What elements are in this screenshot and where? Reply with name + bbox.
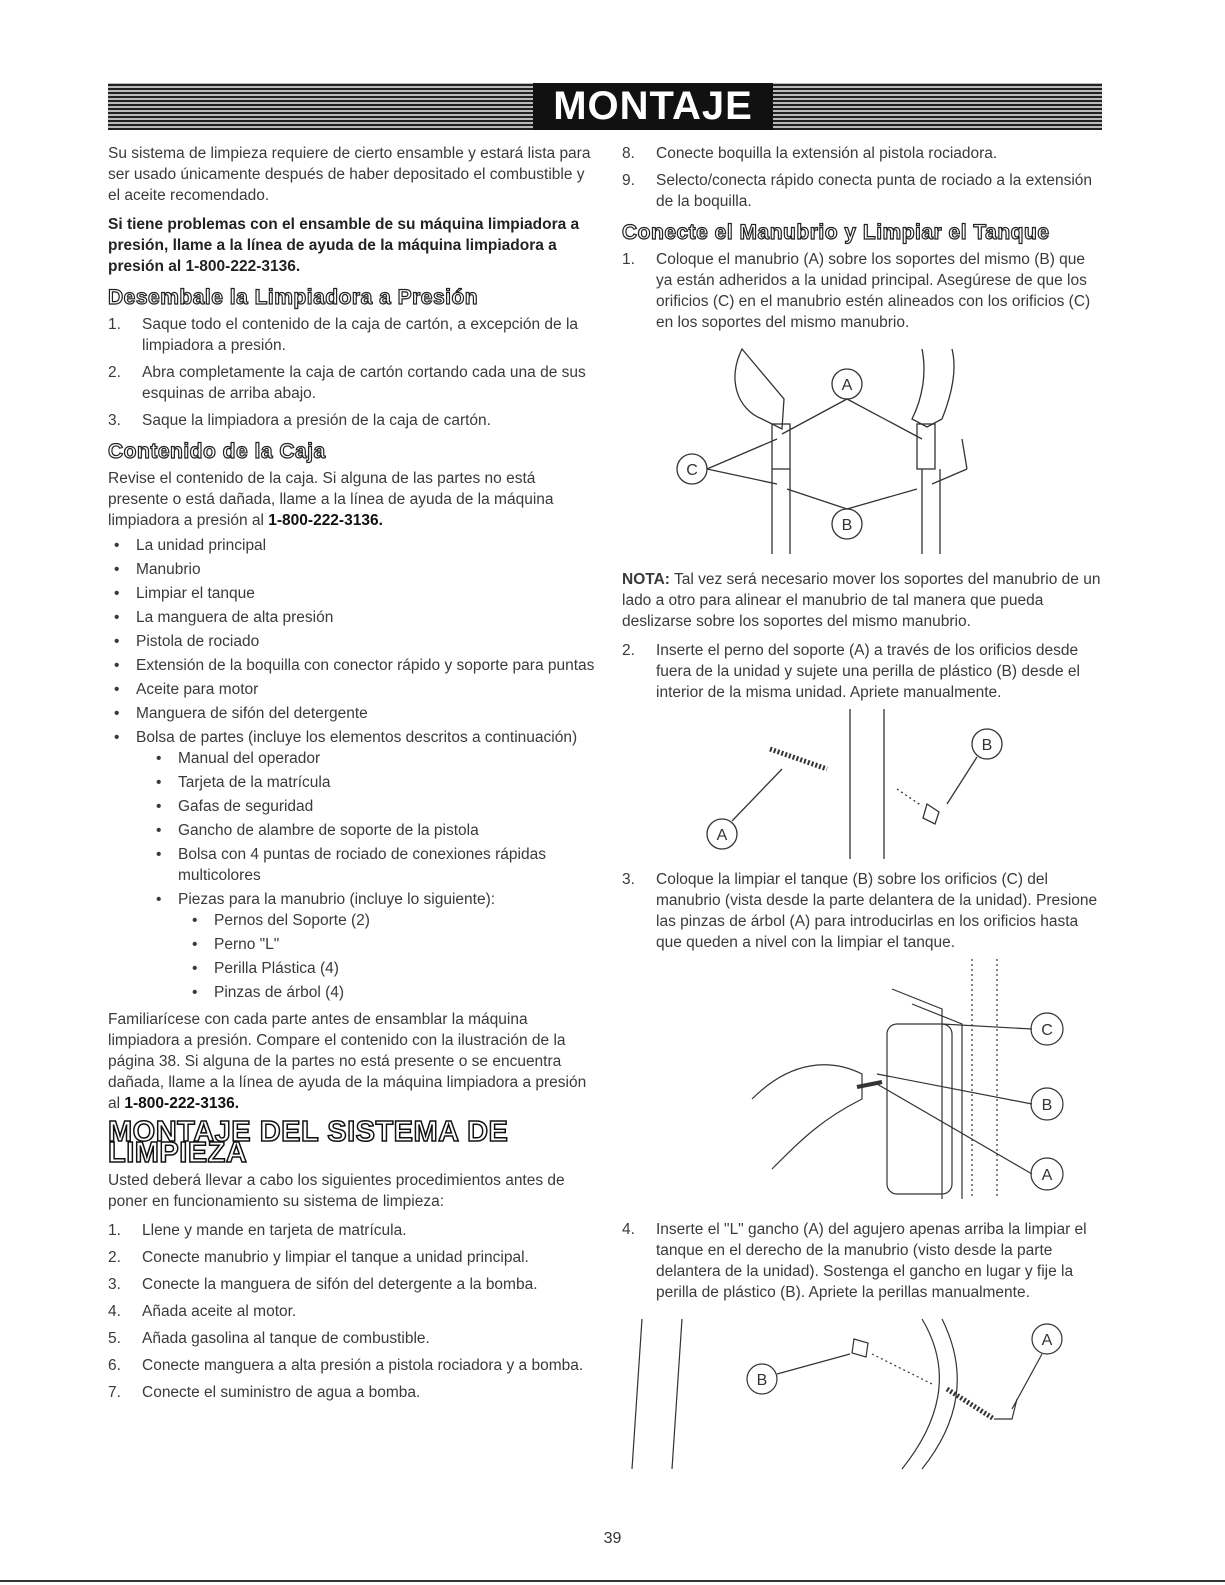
- list-item: • Pinzas de árbol (4): [214, 982, 598, 1003]
- tree-clips-figure: [622, 959, 1102, 1209]
- bolt-knob-figure: [622, 709, 1102, 859]
- list-item: • Pistola de rociado: [136, 631, 598, 652]
- list-item: 9. Selecto/conecta rápido conecta punta de rociado a la extensión de la boquilla.: [622, 172, 1093, 210]
- list-item: 2. Abra completamente la caja de cartón cortando cada una de sus esquinas de arriba abajo.: [108, 364, 586, 402]
- right-column: [622, 143, 1102, 1489]
- contents-heading: Contenido de la Caja: [108, 440, 326, 463]
- list-item: 3. Coloque la limpiar el tanque (B) sobre los orificios (C) del manubrio (vista desde la parte delantera de la unidad). Presione las pinzas de árbol (A) para introducirlas en los orificios hasta que queden a nivel con la limpiar el tanque.: [622, 871, 1098, 951]
- label-b: B: [1041, 1097, 1053, 1114]
- label-b: B: [756, 1372, 768, 1389]
- list-item: • Gancho de alambre de soporte de la pistola: [178, 820, 598, 841]
- list-item: 3. Conecte la manguera de sifón del detergente a la bomba.: [108, 1276, 538, 1293]
- list-item: • Gafas de seguridad: [178, 796, 598, 817]
- handle-step-4: [622, 1219, 1102, 1303]
- list-item: • Limpiar el tanque: [136, 583, 598, 604]
- list-item: 4. Añada aceite al motor.: [108, 1303, 297, 1320]
- left-column: [108, 143, 598, 1409]
- list-item: 4. Inserte el "L" gancho (A) del agujero apenas arriba la limpiar el tanque en el derecho de la manubrio (visto desde la parte delantera de la unidad). Sostenga el gancho en lugar y fije la perilla de plástico (B). Apriete la perillas manualmente.: [622, 1221, 1087, 1301]
- familiarize-paragraph: Familiarícese con cada parte antes de ensamblar la máquina limpiadora a presión. Compare el contenido con la ilustración de la página 38. Si alguna de la partes no está presente o se encuentra dañada, llame a la línea de ayuda de la máquina limpiadora a presión al 1-800-222-3136.: [108, 1011, 587, 1112]
- list-item: • La unidad principal: [136, 535, 598, 556]
- list-item: 1. Llene y mande en tarjeta de matrícula.: [108, 1222, 407, 1239]
- phone-number: 1-800-222-3136.: [124, 1095, 240, 1112]
- help-paragraph: Si tiene problemas con el ensamble de su máquina limpiadora a presión, llame a la línea de ayuda de la máquina limpiadora a presión al 1-800-222-3136.: [108, 216, 580, 275]
- list-item: • Aceite para motor: [136, 679, 598, 700]
- list-item: • Manguera de sifón del detergente: [136, 703, 598, 724]
- handle-step-3: [622, 869, 1102, 953]
- unpack-heading: Desembale la Limpiadora a Presión: [108, 286, 479, 309]
- unpack-steps: [108, 314, 598, 431]
- intro-paragraph: Su sistema de limpieza requiere de cierto ensamble y estará lista para ser usado únicamente después de haber depositado el combustible y el aceite recomendado.: [108, 145, 591, 204]
- bottom-rule: [0, 1580, 1225, 1582]
- assembly-steps-cont: [622, 143, 1102, 212]
- list-item: • Perilla Plástica (4): [214, 958, 598, 979]
- list-item: 3. Saque la limpiadora a presión de la caja de cartón.: [108, 412, 491, 429]
- list-item: • Manubrio: [136, 559, 598, 580]
- contents-paragraph: Revise el contenido de la caja. Si alguna de las partes no está presente o está dañada, llame a la línea de ayuda de la máquina limpiadora a presión al 1-800-222-3136.: [108, 470, 554, 529]
- label-b: B: [981, 737, 993, 754]
- handle-heading: Conecte el Manubrio y Limpiar el Tanque: [622, 221, 1050, 244]
- assembly-intro: Usted deberá llevar a cabo los siguientes procedimientos antes de poner en funcionamiento su sistema de limpieza:: [108, 1172, 565, 1210]
- handle-step-1: [622, 249, 1102, 333]
- label-b: B: [841, 517, 853, 534]
- list-item: 1. Saque todo el contenido de la caja de cartón, a excepción de la limpiadora a presión.: [108, 316, 579, 354]
- list-item: • Piezas para la manubrio (incluye lo siguiente): • Pernos del Soporte (2) • Perno "L" • Perilla Plástica (4) • Pinzas de árbol (4): [178, 889, 598, 1003]
- contents-list: [108, 535, 598, 1003]
- banner-title: MONTAJE: [533, 83, 773, 130]
- list-item: 2. Inserte el perno del soporte (A) a través de los orificios desde fuera de la unidad y sujete una perilla de plástico (B) desde el interior de la misma unidad. Apriete manualmente.: [622, 642, 1080, 701]
- list-item: • Perno "L": [214, 934, 598, 955]
- list-item: • Pernos del Soporte (2): [214, 910, 598, 931]
- list-item: • La manguera de alta presión: [136, 607, 598, 628]
- label-c: C: [1041, 1022, 1053, 1039]
- phone-number: 1-800-222-3136.: [268, 512, 383, 529]
- list-item: 2. Conecte manubrio y limpiar el tanque a unidad principal.: [108, 1249, 529, 1266]
- list-item: • Bolsa con 4 puntas de rociado de conexiones rápidas multicolores: [178, 844, 598, 886]
- list-item: 8. Conecte boquilla la extensión al pistola rociadora.: [622, 145, 998, 162]
- handle-parts-list: [178, 910, 598, 1003]
- list-item: • Manual del operador: [178, 748, 598, 769]
- list-item: 6. Conecte manguera a alta presión a pistola rociadora y a bomba.: [108, 1357, 584, 1374]
- handle-step-2: [622, 640, 1102, 703]
- l-hook-figure: [622, 1309, 1102, 1479]
- label-a: A: [1041, 1167, 1053, 1184]
- parts-bag-list: [136, 748, 598, 1003]
- list-item: • Tarjeta de la matrícula: [178, 772, 598, 793]
- label-a: A: [1041, 1332, 1053, 1349]
- label-a: A: [841, 377, 853, 394]
- list-item: 5. Añada gasolina al tanque de combustible.: [108, 1330, 430, 1347]
- list-item: • Bolsa de partes (incluye los elementos descritos a continuación) • Manual del operador • Tarjeta de la matrícula • Gafas de seguridad • Gancho de alambre de soporte de la pistola • Bolsa con 4 puntas de rociado de conexiones rápidas multicolores • Piezas para la manubrio (incluye lo siguiente): • Pernos del Soporte (2) • Perno "L" • Perilla Plástica (4) • Pinzas de árbol (4): [136, 727, 598, 1003]
- page-number: 39: [603, 1530, 622, 1547]
- list-item: • Extensión de la boquilla con conector rápido y soporte para puntas: [136, 655, 598, 676]
- label-a: A: [716, 827, 728, 844]
- assembly-heading: MONTAJE DEL SISTEMA DE LIMPIEZA: [108, 1116, 509, 1169]
- list-item: 1. Coloque el manubrio (A) sobre los soportes del mismo (B) que ya están adheridos a la unidad principal. Asegúrese de que los orificios (C) en el manubrio estén alineados con los orificios (C) en los soportes del mismo manubrio.: [622, 251, 1091, 331]
- note-paragraph: NOTA: Tal vez será necesario mover los soportes del manubrio de un lado a otro para alinear el manubrio de tal manera que pueda deslizarse sobre los soportes del mismo manubrio.: [622, 571, 1101, 630]
- assembly-steps: [108, 1220, 598, 1403]
- handle-brackets-figure: [622, 339, 1102, 559]
- list-item: 7. Conecte el suministro de agua a bomba.: [108, 1384, 421, 1401]
- label-c: C: [686, 462, 698, 479]
- section-banner: [108, 83, 1102, 130]
